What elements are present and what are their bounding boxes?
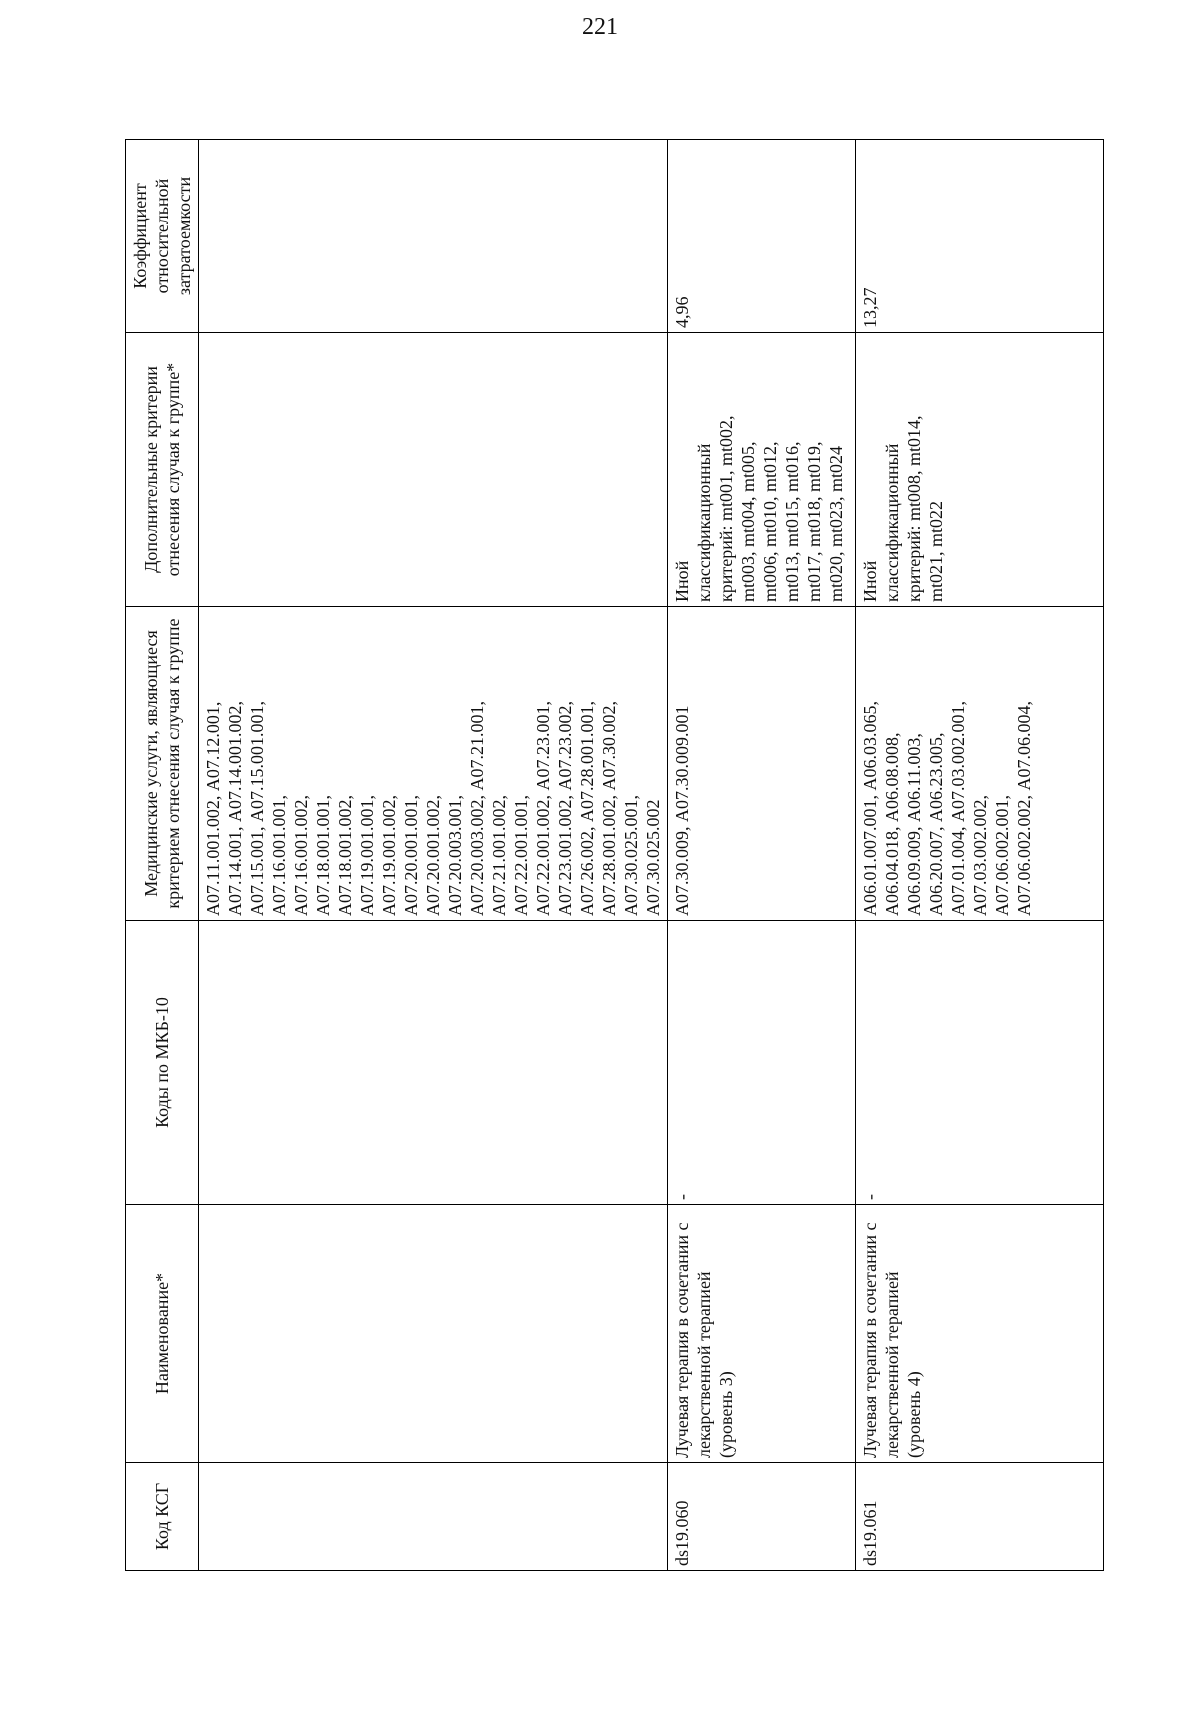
service-line: A07.19.001.001, [357,795,377,916]
header-services: Медицинские услуги, являющиеся критерием отнесения случая к группе [126,607,199,921]
service-line: A07.01.004, A07.03.002.001, [948,700,968,916]
service-line: A07.22.001.002, A07.23.001, [533,700,553,916]
header-name: Наименование* [126,1205,199,1463]
row-coef: 4,96 [668,140,856,333]
service-line: A07.22.001.001, [511,795,531,916]
service-line: A07.15.001, A07.15.001.001, [247,700,267,916]
service-line: A07.28.001.002, A07.30.002, [599,700,619,916]
service-line: A07.06.002.001, [992,795,1012,916]
service-line: A07.19.001.002, [379,795,399,916]
criteria-line: mt003, mt004, mt005, [738,441,758,602]
header-criteria: Дополнительные критерии отнесения случая к группе* [126,333,199,607]
row-criteria [668,333,856,607]
service-line: A07.30.025.001, [621,795,641,916]
service-line: A07.20.001.002, [423,795,443,916]
rotated-table-container [125,140,1096,1571]
service-line: A06.20.007, A06.23.005, [926,732,946,916]
service-line: A06.04.018, A06.08.008, [882,732,902,916]
service-line: A07.16.001.001, [269,795,289,916]
service-line: A07.18.001.001, [313,795,333,916]
row-services [856,607,1104,921]
service-line: A07.11.001.002, A07.12.001, [203,701,223,916]
row-services [199,607,668,921]
row-name: Лучевая терапия в сочетании с лекарственной терапией (уровень 4) [856,1205,1104,1463]
service-line: A07.16.001.002, [291,795,311,916]
header-mkb: Коды по МКБ-10 [126,921,199,1205]
page-number: 221 [582,14,618,40]
row-coef [199,140,668,333]
table-row [668,140,856,1571]
header-row [126,140,199,1571]
row-code: ds19.060 [668,1463,856,1571]
service-line: A07.20.001.001, [401,795,421,916]
service-line: A07.30.025.002 [643,799,663,916]
criteria-line: mt020, mt023, mt024 [826,445,846,602]
header-coef: Коэффициент относительной затратоемкости [126,140,199,333]
row-criteria [199,333,668,607]
row-name: Лучевая терапия в сочетании с лекарственной терапией (уровень 3) [668,1205,856,1463]
service-line: A07.20.003.001, [445,795,465,916]
header-code: Код КСГ [126,1463,199,1571]
row-mkb: - [668,921,856,1205]
criteria-line: mt013, mt015, mt016, [782,441,802,602]
row-mkb [199,921,668,1205]
service-line: A07.23.001.002, A07.23.002, [555,700,575,916]
criteria-line: mt006, mt010, mt012, [760,441,780,602]
criteria-line: классификационный [882,443,902,602]
service-line: A07.14.001, A07.14.001.002, [225,700,245,916]
row-coef: 13,27 [856,140,1104,333]
service-line: A07.30.009, A07.30.009.001 [672,705,692,916]
row-code: ds19.061 [856,1463,1104,1571]
service-line: A06.01.007.001, A06.03.065, [860,700,880,916]
table-row [199,140,668,1571]
row-code [199,1463,668,1571]
row-services [668,607,856,921]
criteria-line: классификационный [694,443,714,602]
criteria-line: mt021, mt022 [926,500,946,602]
service-line: A07.06.002.002, A07.06.004, [1014,700,1034,916]
service-line: A07.26.002, A07.28.001.001, [577,700,597,916]
criteria-line: Иной [860,560,880,602]
criteria-line: критерий: mt001, mt002, [716,415,736,602]
row-criteria [856,333,1104,607]
criteria-line: mt017, mt018, mt019, [804,441,824,602]
ksg-table [125,139,1104,1571]
criteria-line: Иной [672,560,692,602]
service-line: A07.03.002.002, [970,795,990,916]
service-line: A06.09.009, A06.11.003, [904,733,924,916]
row-name [199,1205,668,1463]
service-line: A07.18.001.002, [335,795,355,916]
service-line: A07.20.003.002, A07.21.001, [467,700,487,916]
criteria-line: критерий: mt008, mt014, [904,415,924,602]
service-line: A07.21.001.002, [489,795,509,916]
row-mkb: - [856,921,1104,1205]
table-row [856,140,1104,1571]
